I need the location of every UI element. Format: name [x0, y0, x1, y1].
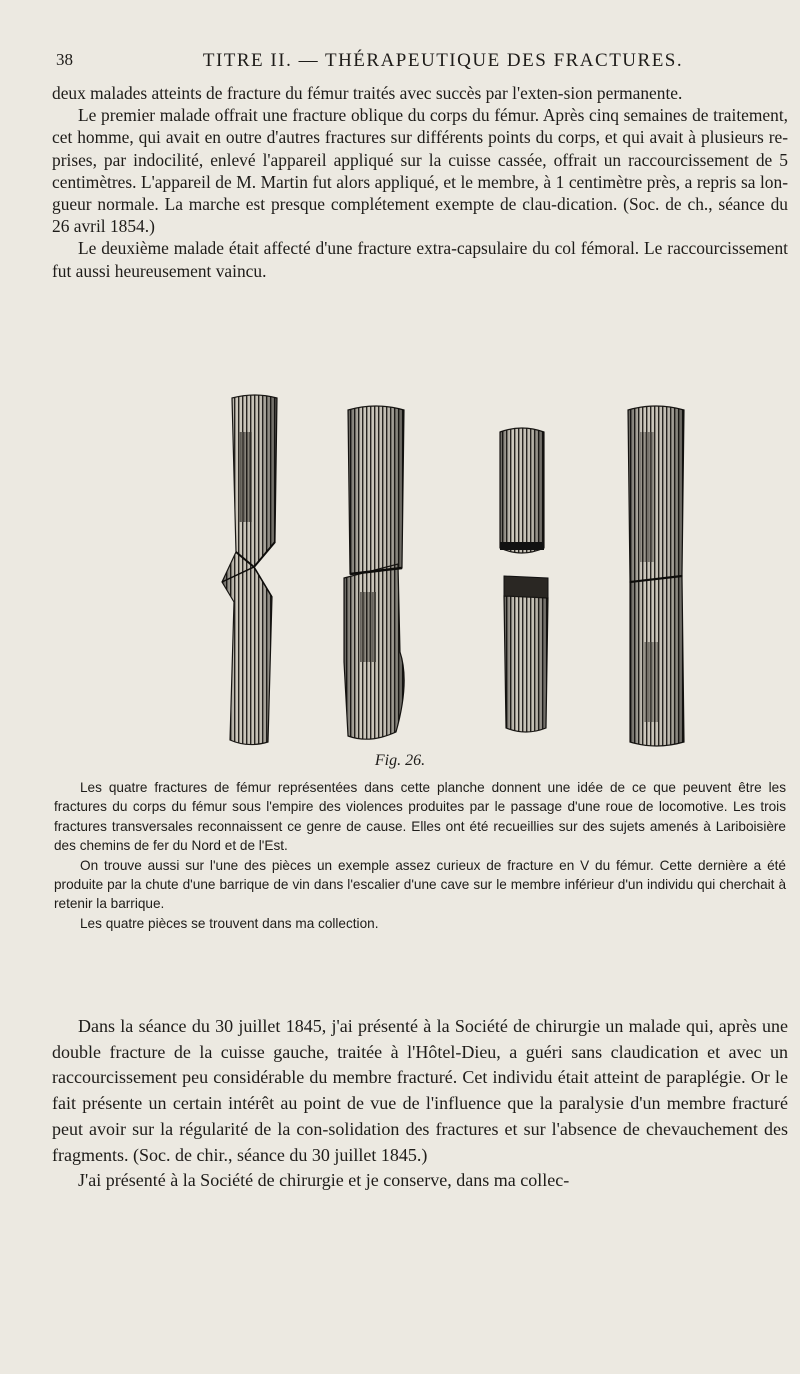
- body-text-top: [52, 82, 788, 282]
- page-number: 38: [56, 50, 73, 69]
- paragraph: Dans la séance du 30 juillet 1845, j'ai présenté à la Société de chirurgie un malade qui, après une double fracture de la cuisse gauche, traitée à l'Hôtel-Dieu, a guéri sans claudication et avec un raccourcissement peu considérable du membre fracturé. Cet individu était atteint de paraplégie. Or le fait présente un certain intérêt au point de vue de l'influence que la paralysie d'un membre fracturé peut avoir sur la régularité de la con-solidation des fractures et sur l'absence de chevauchement des fragments. (Soc. de chir., séance du 30 juillet 1845.): [52, 1016, 788, 1165]
- note-paragraph: On trouve aussi sur l'une des pièces un exemple assez curieux de fracture en V du fémur. Cette dernière a été produite par la chute d'une barrique de vin dans l'escalier d'une cave sur le membre inférieur d'un individu qui cherchait à retenir la barrique.: [54, 857, 786, 912]
- paragraph: Le deuxième malade était affecté d'une fracture extra-capsulaire du col fémoral. Le raccourcissement fut aussi heureusement vaincu.: [52, 238, 788, 281]
- note-paragraph: Les quatre fractures de fémur représentées dans cette planche donnent une idée de ce que peuvent être les fractures du corps du fémur sous l'empire des violences produites par le passage d'une roue de locomotive. Les trois fractures transversales reconnaissent ce genre de cause. Elles ont été recueillies sur des sujets amenés à Lariboisière des chemins de fer du Nord et de l'Est.: [54, 780, 786, 854]
- running-title: TITRE II. — THÉRAPEUTIQUE DES FRACTURES.: [202, 50, 684, 71]
- femur-specimen-1: [222, 395, 277, 745]
- femur-specimen-4: [628, 406, 684, 746]
- note-paragraph: Les quatre pièces se trouvent dans ma collection.: [80, 915, 379, 931]
- femur-specimen-2: [344, 406, 404, 739]
- figure-notes: [54, 778, 786, 933]
- paragraph: J'ai présenté à la Société de chirurgie et je conserve, dans ma collec-: [78, 1170, 570, 1191]
- femur-plate: [210, 392, 790, 752]
- paragraph: deux malades atteints de fracture du fémur traités avec succès par l'exten-sion permanente.: [52, 83, 683, 103]
- body-text-bottom: [52, 1014, 788, 1194]
- figure-caption: Fig. 26.: [374, 752, 426, 769]
- femur-fractures-illustration: [210, 392, 790, 752]
- femur-specimen-3: [500, 428, 548, 732]
- paragraph: Le premier malade offrait une fracture oblique du corps du fémur. Après cinq semaines de traitement, cet homme, qui avait en outre d'autres fractures sur différents points du corps, et qui avait à plusieurs re-prises, par indocilité, enlevé l'appareil appliqué sur la cuisse cassée, offrait un raccourcissement de 5 centimètres. L'appareil de M. Martin fut alors appliqué, et le membre, à 1 centimètre près, a repris sa lon-gueur normale. La marche est presque complétement exempte de clau-dication. (Soc. de ch., séance du 26 avril 1854.): [52, 105, 788, 237]
- running-header: [56, 50, 780, 80]
